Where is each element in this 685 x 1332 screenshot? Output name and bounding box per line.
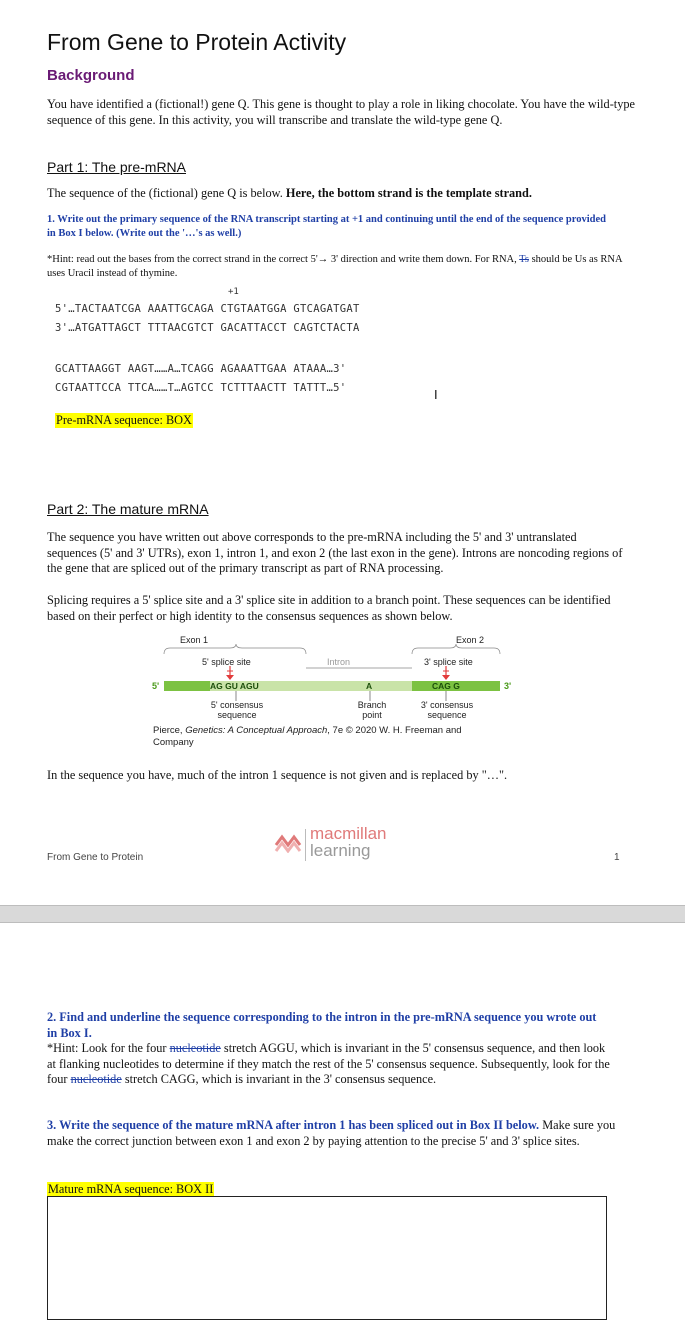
part2-paragraph-1: The sequence you have written out above corresponds to the pre-mRNA including the 5' and 3' untranslated sequences (5' and 3' UTRs), exon 1, intron 1, and exon 2 (the last exon in the gene). Introns are noncoding regions of the gene that are spliced out of the primary transcript as part of RNA processing. — [47, 530, 623, 575]
q2-hint-b: stretch AGGU, which is invariant in the 5' consensus sequence, and then look at flanking nucleotides to determine if they match the rest of the 5' consensus sequence. Subsequently, look for the four — [47, 1041, 610, 1086]
box1-label: Pre-mRNA sequence: BOX — [56, 413, 192, 427]
document-title: From Gene to Protein Activity — [47, 29, 347, 55]
question-2-hint — [47, 1041, 612, 1088]
logo-text-macmillan: macmillan — [310, 824, 387, 843]
logo-divider — [305, 829, 306, 861]
question-3 — [47, 1118, 622, 1149]
part1-heading: Part 1: The pre-mRNA — [47, 159, 187, 175]
question-3-plain: Make sure you make the correct junction between exon 1 and exon 2 by paying attention to the precise 5' and 3' splice sites. — [47, 1118, 616, 1148]
consensus3-label: 3' consensus sequence — [420, 700, 474, 720]
sequence-bottom-strand-2: CGTAATTCCA TTCA……T…AGTCC TCTTTAACTT TATTT…5' — [55, 382, 347, 394]
footer-left: From Gene to Protein — [47, 852, 144, 863]
hint-text-a: *Hint: read out the bases from the correct strand in the correct 5'→ 3' direction and write them down. For RNA, — [47, 254, 520, 265]
hint-strike: Ts — [519, 254, 529, 265]
exon1-bar — [164, 681, 210, 691]
figure-caption — [153, 725, 493, 749]
part1-intro-text: The sequence of the (fictional) gene Q is below. — [47, 186, 286, 200]
background-paragraph: You have identified a (fictional!) gene Q. This gene is thought to play a role in liking chocolate. You have the wild-type sequence of this gene. In this activity, you will transcribe and translate the wild-type gene Q. — [47, 97, 635, 127]
q2-hint-a: *Hint: Look for the four — [47, 1041, 170, 1055]
hint-text-b: should be Us as RNA uses Uracil instead of thymine. — [47, 254, 622, 279]
caption-pre: Pierce, — [153, 725, 186, 736]
macmillan-logo — [274, 824, 394, 863]
background-heading: Background — [47, 67, 135, 84]
box2-label: Mature mRNA sequence: BOX II — [48, 1182, 214, 1196]
three-prime-label: 3' — [504, 681, 512, 691]
plus-one-marker: +1 — [228, 287, 239, 297]
part2-paragraph-2: Splicing requires a 5' splice site and a 3' splice site in addition to a branch point. These sequences can be identified based on their perfect or high identity to the consensus sequences as shown below. — [47, 593, 611, 623]
question-3-bold: 3. Write the sequence of the mature mRNA after intron 1 has been spliced out in Box II below. — [47, 1118, 540, 1132]
exon2-label: Exon 2 — [456, 635, 485, 645]
branch-a: A — [366, 681, 373, 691]
sequence-bottom-strand-1: 3'…ATGATTAGCT TTTAACGTCT GACATTACCT CAGTCTACTA — [55, 322, 360, 334]
consensus5-seq: AG GU AGU — [210, 681, 259, 691]
sequence-top-strand-2: GCATTAAGGT AAGT……A…TCAGG AGAAATTGAA ATAAA…3' — [55, 363, 347, 375]
exon1-bracket — [164, 644, 306, 654]
question-2: 2. Find and underline the sequence corresponding to the intron in the pre-mRNA sequence you wrote out in Box I. — [47, 1010, 597, 1040]
q2-hint-c: stretch CAGG, which is invariant in the 3' consensus sequence. — [121, 1072, 437, 1086]
exon2-bracket — [412, 644, 500, 654]
part1-hint — [47, 253, 627, 281]
part2-paragraph-3: In the sequence you have, much of the intron 1 sequence is not given and is replaced by "…". — [47, 768, 508, 782]
q2-hint-strike-2: nucleotide — [70, 1072, 122, 1086]
page-number: 1 — [614, 852, 620, 863]
consensus5-label: 5' consensus sequence — [210, 700, 264, 720]
splice5-label: 5' splice site — [202, 657, 251, 667]
splice3-arrowhead — [442, 675, 450, 680]
exon1-label: Exon 1 — [180, 635, 209, 645]
text-cursor: I — [434, 387, 438, 402]
splicing-figure — [150, 634, 520, 752]
box2-answer-area[interactable] — [47, 1196, 607, 1320]
splice5-arrowhead — [226, 675, 234, 680]
q2-hint-strike-1: nucleotide — [169, 1041, 221, 1055]
five-prime-label: 5' — [152, 681, 160, 691]
intron-label: Intron — [327, 657, 351, 667]
macmillan-logo-icon — [274, 831, 304, 853]
logo-text-learning: learning — [310, 841, 371, 860]
branch-point-label: Branch point — [357, 700, 387, 720]
intron-bar — [274, 681, 412, 691]
question-1: 1. Write out the primary sequence of the RNA transcript starting at +1 and continuing until the end of the sequence provided in Box I below. (Write out the '…'s as well.) — [47, 214, 606, 239]
sequence-top-strand-1: 5'…TACTAATCGA AAATTGCAGA CTGTAATGGA GTCAGATGAT — [55, 303, 360, 315]
caption-post: , 7e © 2020 W. H. Freeman and Company — [153, 725, 462, 748]
splice3-label: 3' splice site — [424, 657, 473, 667]
caption-italic: Genetics: A Conceptual Approach — [185, 725, 328, 736]
page-break — [0, 905, 685, 923]
part2-heading: Part 2: The mature mRNA — [47, 501, 209, 517]
consensus3-seq: CAG G — [432, 681, 460, 691]
part1-intro — [47, 186, 637, 202]
part1-intro-bold: Here, the bottom strand is the template strand. — [285, 186, 532, 200]
